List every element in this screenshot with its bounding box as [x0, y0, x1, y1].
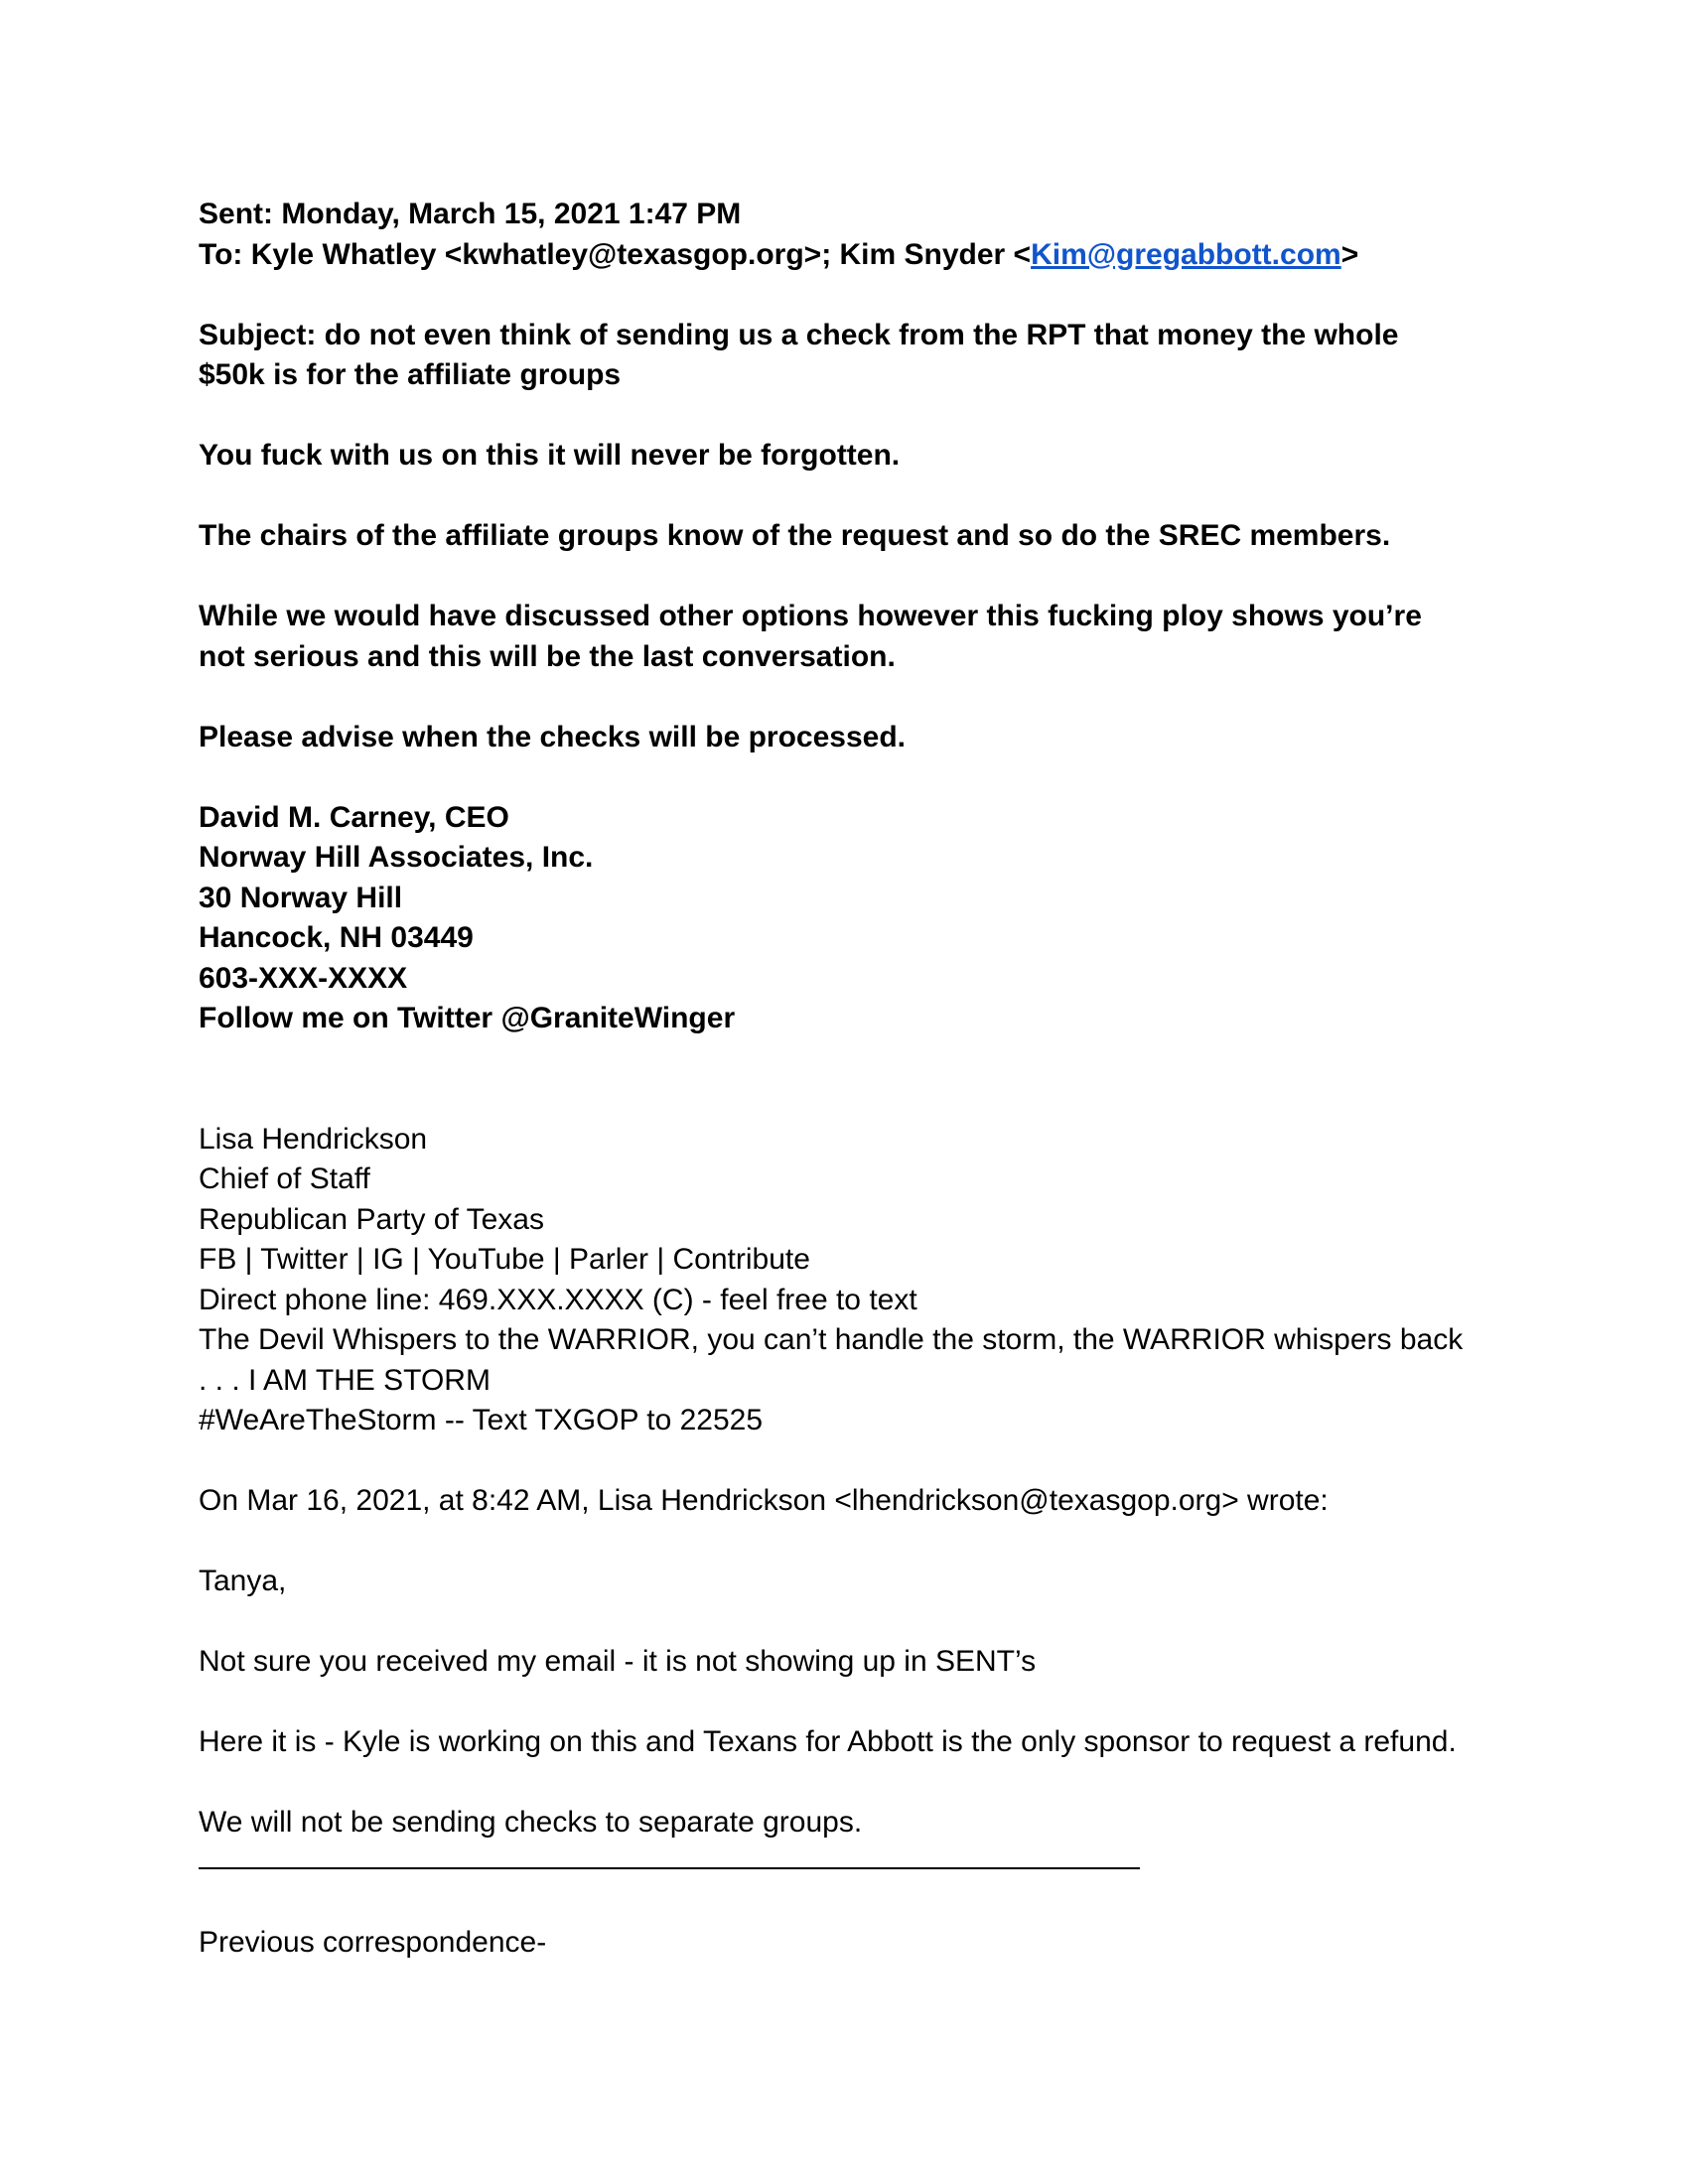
- quoted-greeting: Tanya,: [199, 1565, 287, 1597]
- sent-line: Sent: Monday, March 15, 2021 1:47 PM: [199, 198, 742, 230]
- hendrickson-name: Lisa Hendrickson: [199, 1122, 428, 1156]
- spacer: [199, 396, 1509, 437]
- carney-company: Norway Hill Associates, Inc.: [199, 841, 594, 874]
- hendrickson-org: Republican Party of Texas: [199, 1202, 544, 1236]
- spacer: [199, 757, 1509, 798]
- spacer: [199, 1522, 1509, 1563]
- hendrickson-quote-line-2: . . . I AM THE STORM: [199, 1363, 491, 1397]
- hendrickson-title: Chief of Staff: [199, 1162, 370, 1195]
- hendrickson-hashtag: #WeAreTheStorm -- Text TXGOP to 22525: [199, 1404, 764, 1436]
- spacer: [199, 1683, 1509, 1723]
- spacer: [199, 557, 1509, 598]
- kim-email-link[interactable]: Kim@gregabbott.com: [1031, 237, 1341, 271]
- carney-name: David M. Carney, CEO: [199, 800, 509, 834]
- hendrickson-phone: Direct phone line: 469.XXX.XXXX (C) - feel free to text: [199, 1283, 917, 1316]
- to-suffix: >: [1340, 237, 1359, 271]
- horizontal-rule: [199, 1867, 1140, 1869]
- to-line: [199, 235, 1509, 276]
- body-paragraph-3-line-1: While we would have discussed other options however this fucking ploy shows you’re: [199, 600, 1422, 632]
- carney-phone: 603-XXX-XXXX: [199, 961, 408, 995]
- hendrickson-quote-line-1: The Devil Whispers to the WARRIOR, you can’t handle the storm, the WARRIOR whispers back: [199, 1323, 1464, 1356]
- hendrickson-social: FB | Twitter | IG | YouTube | Parler | Contribute: [199, 1243, 810, 1276]
- body-paragraph-2: The chairs of the affiliate groups know of the request and so do the SREC members.: [199, 519, 1391, 552]
- subject-line-2: $50k is for the affiliate groups: [199, 358, 622, 391]
- spacer: [199, 677, 1509, 718]
- quoted-paragraph-3: We will not be sending checks to separate groups.: [199, 1806, 863, 1839]
- email-content: [199, 195, 1509, 1963]
- carney-address-1: 30 Norway Hill: [199, 881, 403, 914]
- carney-twitter: Follow me on Twitter @GraniteWinger: [199, 1002, 736, 1034]
- carney-address-2: Hancock, NH 03449: [199, 921, 474, 954]
- body-paragraph-4: Please advise when the checks will be processed.: [199, 720, 907, 753]
- quoted-paragraph-2: Here it is - Kyle is working on this and Texans for Abbott is the only sponsor to request a refund.: [199, 1725, 1457, 1758]
- body-paragraph-3-line-2: not serious and this will be the last conversation.: [199, 639, 896, 673]
- quoted-wrote-line: On Mar 16, 2021, at 8:42 AM, Lisa Hendrickson <lhendrickson@texasgop.org> wrote:: [199, 1484, 1329, 1517]
- spacer: [199, 275, 1509, 316]
- to-prefix: To: Kyle Whatley <kwhatley@texasgop.org>; Kim Snyder <: [199, 237, 1032, 271]
- spacer: [199, 1763, 1509, 1804]
- spacer: [199, 1039, 1509, 1120]
- spacer: [199, 477, 1509, 517]
- spacer: [199, 1602, 1509, 1643]
- body-paragraph-1: You fuck with us on this it will never be forgotten.: [199, 439, 901, 472]
- subject-line-1: Subject: do not even think of sending us a check from the RPT that money the whole: [199, 318, 1399, 351]
- quoted-paragraph-1: Not sure you received my email - it is not showing up in SENT’s: [199, 1645, 1037, 1678]
- previous-correspondence: Previous correspondence-: [199, 1925, 547, 1959]
- spacer: [199, 1441, 1509, 1482]
